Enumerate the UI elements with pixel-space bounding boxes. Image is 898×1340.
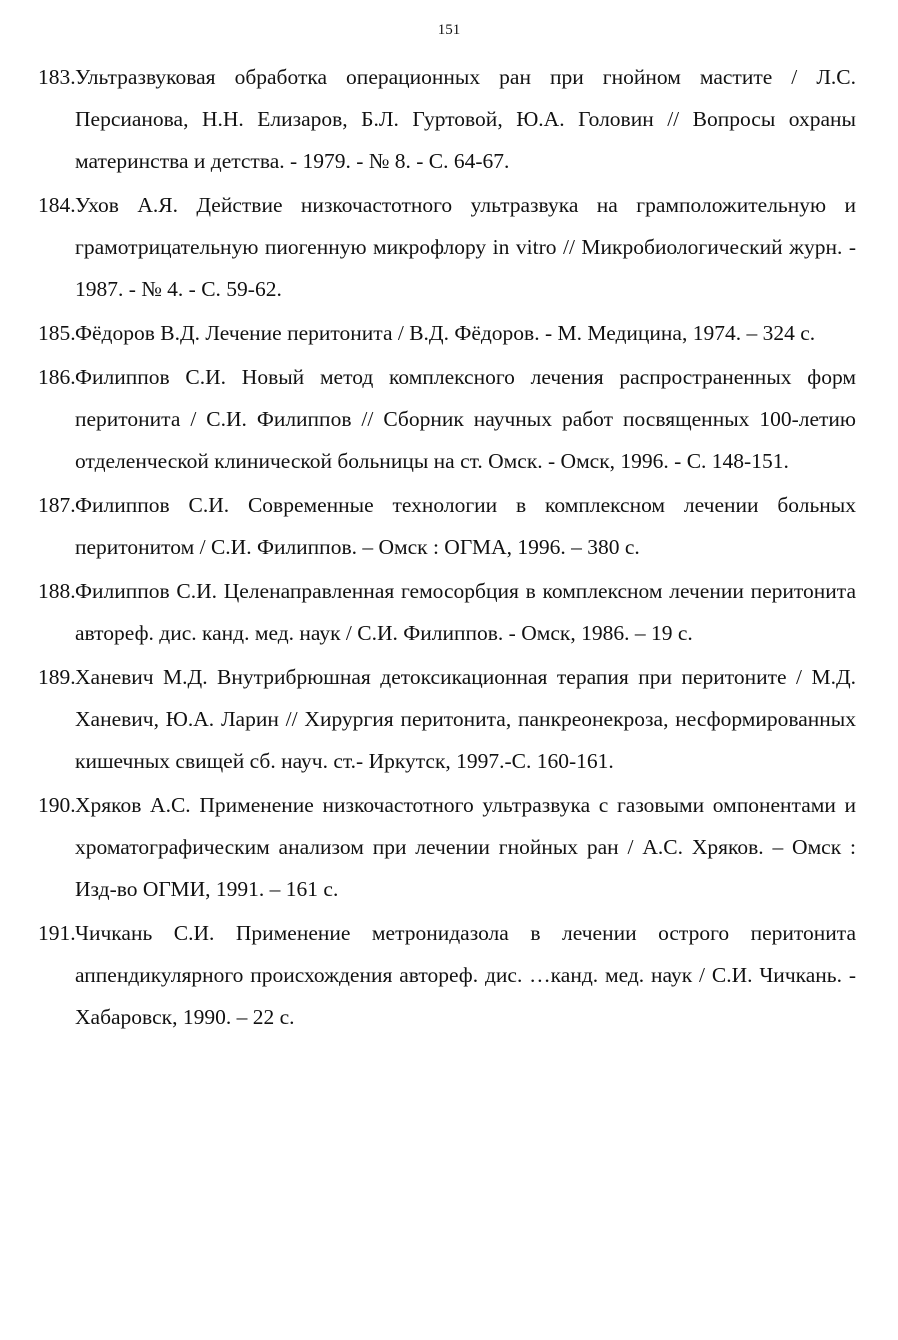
reference-text: Филиппов С.И. Целенаправленная гемосорбция в комплексном лечении перитонита автореф. дис. канд. мед. наук / С.И. Филиппов. - Омск, 1986. – 19 с. bbox=[75, 579, 856, 645]
page-number: 151 bbox=[437, 22, 461, 38]
reference-text: Филиппов С.И. Новый метод комплексного лечения распространенных форм перитонита / С.И. Филиппов // Сборник научных работ посвященных 100-летию отделенческой клинической больницы на ст. Омск. - Омск, 1996. - С. 148-151. bbox=[75, 365, 856, 473]
reference-number: 190. bbox=[38, 793, 76, 817]
reference-item bbox=[0, 356, 898, 482]
reference-text: Фёдоров В.Д. Лечение перитонита / В.Д. Фёдоров. - М. Медицина, 1974. – 324 с. bbox=[75, 321, 816, 345]
reference-text: Ухов А.Я. Действие низкочастотного ультразвука на грамположительную и грамотрицательную пиогенную микрофлору in vitro // Микробиологический журн. - 1987. - № 4. - С. 59-62. bbox=[75, 193, 856, 301]
reference-number: 186. bbox=[38, 365, 76, 389]
reference-text: Филиппов С.И. Современные технологии в комплексном лечении больных перитонитом / С.И. Филиппов. – Омск : ОГМА, 1996. – 380 с. bbox=[75, 493, 856, 559]
reference-text: Чичкань С.И. Применение метронидазола в лечении острого перитонита аппендикулярного происхождения автореф. дис. …канд. мед. наук / С.И. Чичкань. - Хабаровск, 1990. – 22 с. bbox=[75, 921, 856, 1029]
reference-item bbox=[0, 56, 898, 182]
reference-item bbox=[0, 312, 898, 354]
reference-item bbox=[0, 484, 898, 568]
reference-number: 191. bbox=[38, 921, 76, 945]
reference-text: Ханевич М.Д. Внутрибрюшная детоксикационная терапия при перитоните / М.Д. Ханевич, Ю.А. Ларин // Хирургия перитонита, панкреонекроза, несформированных кишечных свищей сб. науч. ст.- Иркутск, 1997.-С. 160-161. bbox=[75, 665, 856, 773]
reference-number: 187. bbox=[38, 493, 76, 517]
reference-item bbox=[0, 184, 898, 310]
reference-number: 184. bbox=[38, 193, 76, 217]
reference-number: 185. bbox=[38, 321, 76, 345]
reference-list bbox=[0, 56, 898, 1040]
reference-number: 183. bbox=[38, 65, 76, 89]
reference-item bbox=[0, 570, 898, 654]
reference-text: Хряков А.С. Применение низкочастотного ультразвука с газовыми омпонентами и хроматографическим анализом при лечении гнойных ран / А.С. Хряков. – Омск : Изд-во ОГМИ, 1991. – 161 с. bbox=[75, 793, 856, 901]
reference-item bbox=[0, 784, 898, 910]
reference-item bbox=[0, 912, 898, 1038]
reference-number: 188. bbox=[38, 579, 76, 603]
reference-item bbox=[0, 656, 898, 782]
reference-text: Ультразвуковая обработка операционных ран при гнойном мастите / Л.С. Персианова, Н.Н. Елизаров, Б.Л. Гуртовой, Ю.А. Головин // Вопросы охраны материнства и детства. - 1979. - № 8. - С. 64-67. bbox=[75, 65, 856, 173]
reference-number: 189. bbox=[38, 665, 76, 689]
